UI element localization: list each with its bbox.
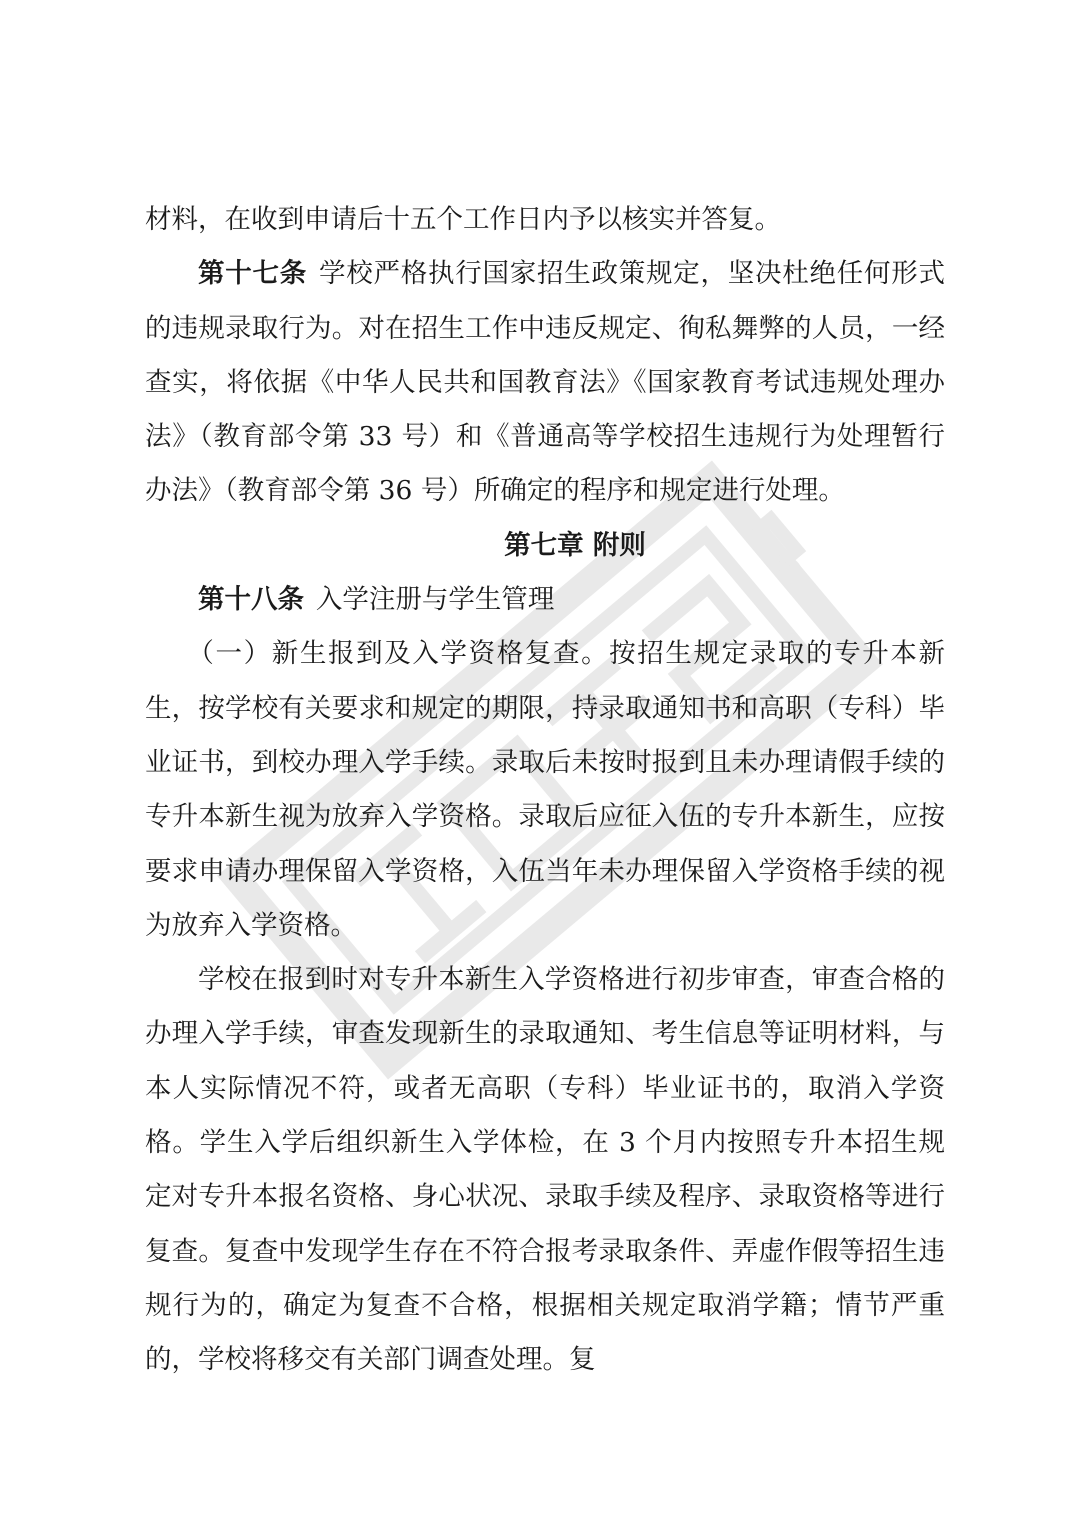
document-body xyxy=(145,193,945,1388)
clause-1: （一）新生报到及入学资格复查。按招生规定录取的专升本新生，按学校有关要求和规定的期限，持录取通知书和高职（专科）毕业证书，到校办理入学手续。录取后未按时报到且未办理请假手续的专升本新生视为放弃入学资格。录取后应征入伍的专升本新生，应按要求申请办理保留入学资格，入伍当年未办理保留入学资格手续的视为放弃入学资格。 xyxy=(145,638,945,941)
chapter-title: 第七章 附则 xyxy=(504,529,646,561)
article-17-text: 学校严格执行国家招生政策规定，坚决杜绝任何形式的违规录取行为。对在招生工作中违反规定、徇私舞弊的人员，一经查实，将依据《中华人民共和国教育法》《国家教育考试违规处理办法》（教育部令第 33 号）和《普通高等学校招生违规行为处理暂行办法》（教育部令第 36 号）所确定的程序和规定进行处理。 xyxy=(145,258,946,507)
paragraph-continuation: 材料，在收到申请后十五个工作日内予以核实并答复。 xyxy=(145,204,781,235)
article-18-text: 入学注册与学生管理 xyxy=(315,584,555,616)
clause-1-detail: 学校在报到时对专升本新生入学资格进行初步审查，审查合格的办理入学手续，审查发现新生的录取通知、考生信息等证明材料，与本人实际情况不符，或者无高职（专科）毕业证书的，取消入学资格。学生入学后组织新生入学体检，在 3 个月内按照专升本招生规定对专升本报名资格、身心状况、录取手续及程序、录取资格等进行复查。复查中发现学生存在不符合报考录取条件、弄虚作假等招生违规行为的，确定为复查不合格，根据相关规定取消学籍；情节严重的，学校将移交有关部门调查处理。复 xyxy=(145,964,945,1376)
article-17-heading: 第十七条 xyxy=(198,258,308,290)
article-18-heading: 第十八条 xyxy=(198,584,304,616)
article-18 xyxy=(145,573,945,627)
article-17 xyxy=(145,247,945,518)
